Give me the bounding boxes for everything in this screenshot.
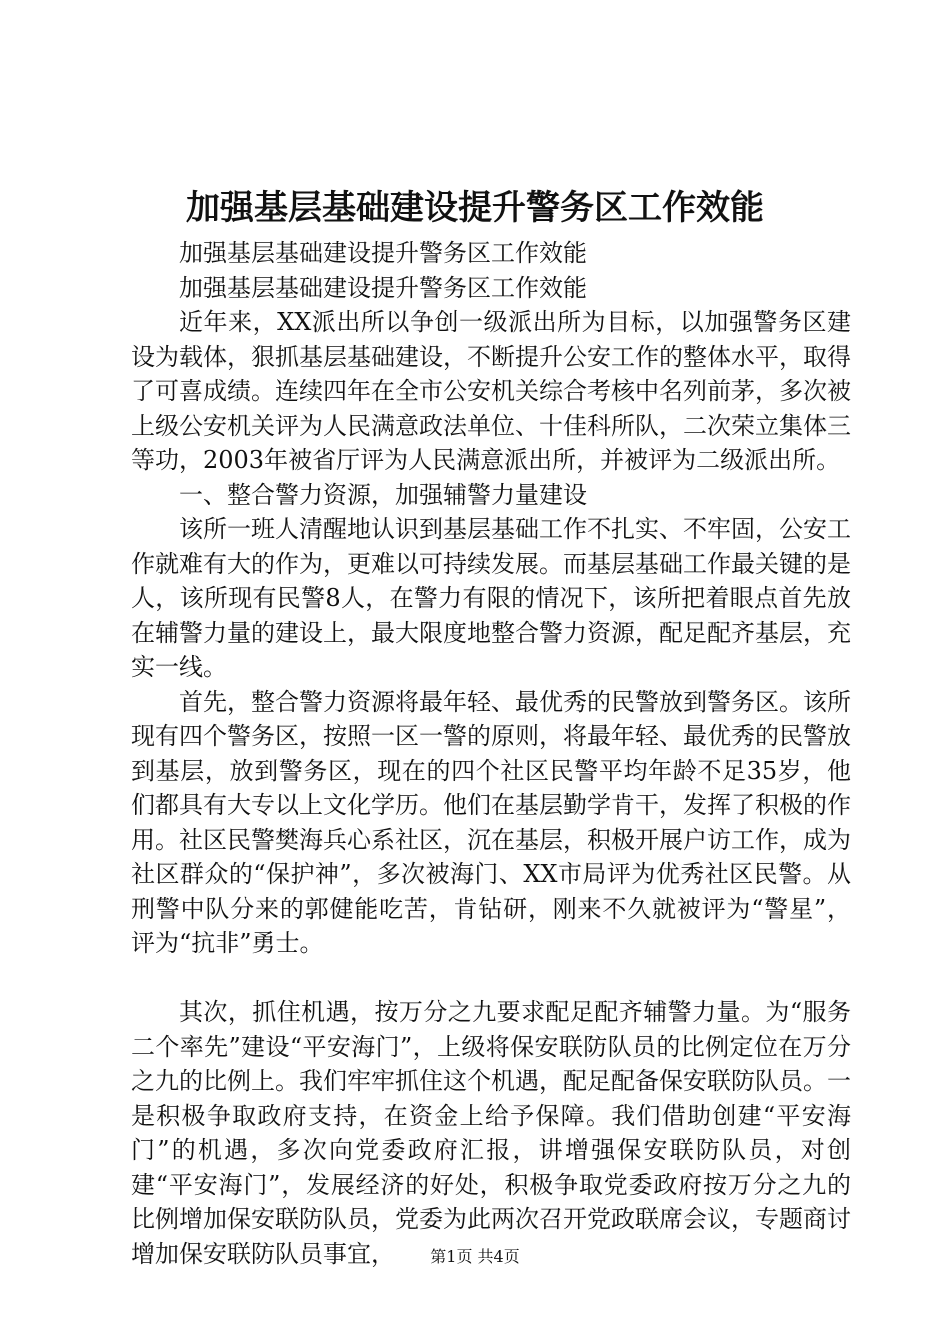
paragraph-subtitle-1: 加强基层基础建设提升警务区工作效能 bbox=[179, 239, 587, 267]
paragraph-section-1: 该所一班人清醒地认识到基层基础工作不扎实、不牢固，公安工作就难有大的作为，更难以可持续发展。而基层基础工作最关键的是人，该所现有民警8人，在警力有限的情况下，该所把着眼点首先放在辅警力量的建设上，最大限度地整合警力资源，配足配齐基层，充实一线。 bbox=[131, 515, 851, 681]
page-footer: 第1页 共4页 bbox=[430, 1247, 520, 1266]
section-heading-1: 一、整合警力资源，加强辅警力量建设 bbox=[179, 480, 587, 509]
paragraph-subtitle-2: 加强基层基础建设提升警务区工作效能 bbox=[179, 273, 587, 302]
paragraph-intro: 近年来，XX派出所以争创一级派出所为目标，以加强警务区建设为载体，狠抓基层基础建设，不断提升公安工作的整体水平，取得了可喜成绩。连续四年在全市公安机关综合考核中名列前茅，多次被上级公安机关评为人民满意政法单位、十佳科所队，二次荣立集体三等功，2003年被省厅评为人民满意派出所，并被评为二级派出所。 bbox=[131, 308, 851, 474]
document-title: 加强基层基础建设提升警务区工作效能 bbox=[186, 188, 764, 228]
paragraph-second: 其次，抓住机遇，按万分之九要求配足配齐辅警力量。为“服务二个率先”建设“平安海门”，上级将保安联防队员的比例定位在万分之九的比例上。我们牢牢抓住这个机遇，配足配备保安联防队员。一是积极争取政府支持，在资金上给予保障。我们借助创建“平安海门”的机遇，多次向党委政府汇报，讲增强保安联防队员，对创建“平安海门”，发展经济的好处，积极争取党委政府按万分之九的比例增加保安联防队员，党委为此两次召开党政联席会议，专题商讨增加保安联防队员事宜， bbox=[131, 998, 851, 1268]
paragraph-first: 首先，整合警力资源将最年轻、最优秀的民警放到警务区。该所现有四个警务区，按照一区一警的原则，将最年轻、最优秀的民警放到基层，放到警务区，现在的四个社区民警平均年龄不足35岁，他们都具有大专以上文化学历。他们在基层勤学肯干，发挥了积极的作用。社区民警樊海兵心系社区，沉在基层，积极开展户访工作，成为社区群众的“保护神”，多次被海门、XX市局评为优秀社区民警。从刑警中队分来的郭健能吃苦，肯钻研，刚来不久就被评为“警星”，评为“抗非”勇士。 bbox=[131, 687, 851, 957]
document-body bbox=[131, 236, 851, 1271]
